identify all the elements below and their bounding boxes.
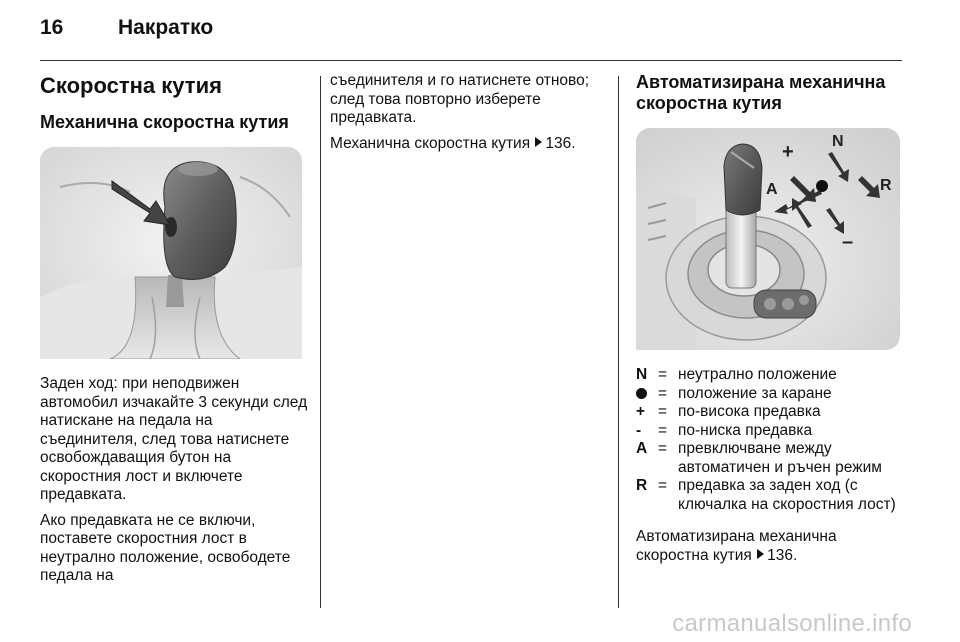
- column-right: [636, 72, 904, 572]
- legend-row: = положение за каране: [636, 385, 904, 404]
- header-rule: [40, 60, 902, 61]
- legend-row: A = превключване между автоматичен и ръчен режим: [636, 440, 904, 477]
- gear-not-engaged-paragraph: Ако предавката не се включи, поставете скоростния лост в неутрално положение, освободете педала на: [40, 511, 291, 584]
- page-reference-icon: [757, 549, 764, 559]
- legend-row: + = по-висока предавка: [636, 403, 904, 422]
- automated-gearbox-heading: Автоматизирана механична скоростна кутия: [636, 72, 886, 113]
- legend-symbol: +: [636, 403, 646, 420]
- legend-row: - = по-ниска предавка: [636, 422, 904, 441]
- page-reference-icon: [535, 137, 542, 147]
- column-left: [40, 72, 312, 593]
- legend-text: по-висока предавка: [678, 403, 821, 420]
- label-n: N: [832, 133, 844, 150]
- legend-row: R = предавка за заден ход (с ключалка на скоростния лост): [636, 477, 904, 514]
- manual-gearshift-illustration: [40, 147, 302, 359]
- watermark: carmanualsonline.info: [672, 610, 912, 637]
- cross-reference-page: 136.: [545, 134, 576, 152]
- section-heading: Скоростна кутия: [40, 73, 222, 98]
- automated-gearshift-illustration: [636, 128, 900, 350]
- label-minus: –: [842, 231, 854, 253]
- label-a: A: [766, 181, 778, 198]
- legend-text: положение за каране: [678, 384, 832, 402]
- label-r: R: [880, 177, 892, 194]
- legend-table: [636, 366, 904, 514]
- page-title: Накратко: [118, 16, 214, 39]
- continued-paragraph: съединителя и го натиснете отново; след това повторно изберете предавката.: [330, 72, 590, 126]
- subsection-heading: Механична скоростна кутия: [40, 112, 289, 132]
- legend-symbol: N: [636, 366, 648, 383]
- filled-circle-icon: [636, 388, 647, 399]
- cross-reference-page: 136.: [767, 546, 798, 564]
- column-middle: [330, 72, 608, 160]
- legend-symbol: A: [636, 440, 648, 457]
- legend-text: превключване между автоматичен и ръчен режим: [678, 440, 882, 476]
- cross-reference-text: Механична скоростна кутия: [330, 134, 531, 152]
- label-plus: +: [782, 141, 794, 163]
- column-divider-1: [320, 76, 321, 608]
- column-divider-2: [618, 76, 619, 608]
- cross-reference: [636, 528, 904, 565]
- page-number: 16: [40, 16, 64, 39]
- legend-text: по-ниска предавка: [678, 421, 813, 439]
- legend-row: N = неутрално положение: [636, 366, 904, 385]
- reverse-gear-paragraph: Заден ход: при неподвижен автомобил изчакайте 3 секунди след натискане на педала на съединителя, след това натиснете освобождаващия бутон на скоростния лост и включете предавката.: [40, 375, 308, 503]
- cross-reference: [330, 135, 608, 154]
- legend-text: неутрално положение: [678, 366, 837, 383]
- legend-symbol: [636, 385, 658, 404]
- cross-reference-text: Автоматизирана механична скоростна кутия: [636, 528, 837, 564]
- legend-text: предавка за заден ход (с ключалка на скоростния лост): [678, 477, 896, 513]
- legend-symbol: R: [636, 477, 648, 494]
- legend-symbol: -: [636, 421, 642, 439]
